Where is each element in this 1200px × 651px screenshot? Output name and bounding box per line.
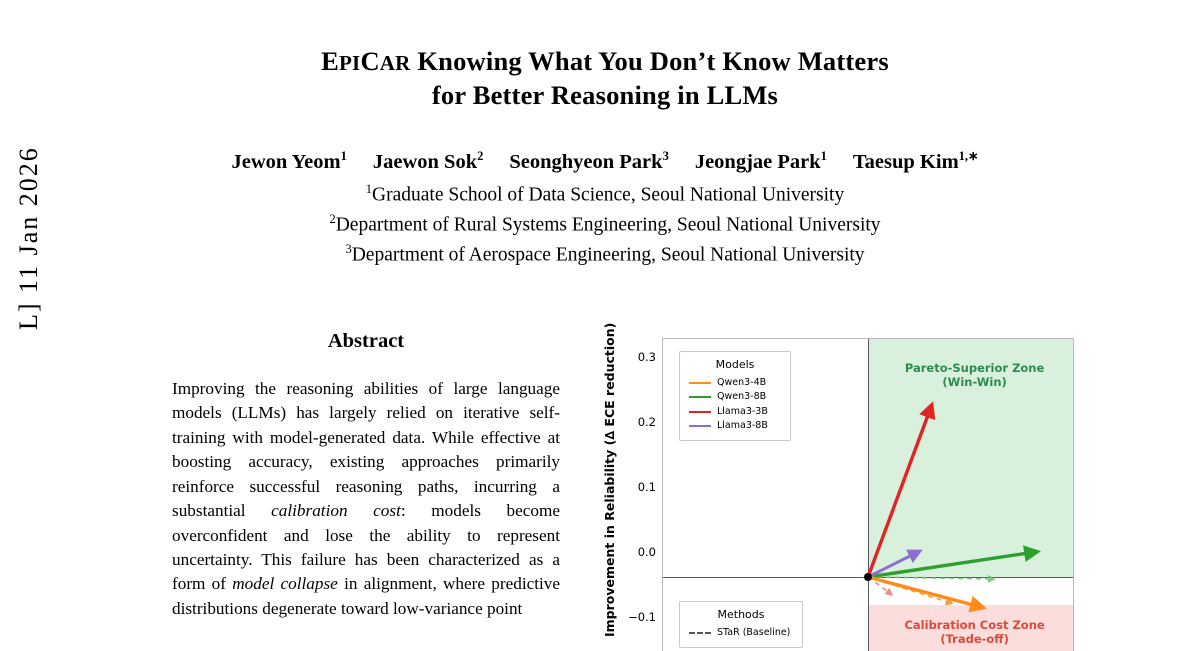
abstract-heading: Abstract xyxy=(327,330,405,352)
affiliation-text: Department of Rural Systems Engineering, Seoul National University xyxy=(335,214,881,236)
arxiv-stamp: L] 11 Jan 2026 xyxy=(14,146,43,330)
cost-zone-label-line1: Calibration Cost Zone xyxy=(904,618,1045,632)
affiliation-item xyxy=(140,180,1070,210)
legend-item xyxy=(689,405,781,419)
legend-swatch-icon xyxy=(689,632,711,634)
affiliation-item xyxy=(140,240,1070,270)
abstract-section xyxy=(172,330,560,621)
author-item xyxy=(231,149,346,174)
chart-y-tick: −0.1 xyxy=(628,610,656,624)
author-item xyxy=(853,148,979,174)
pareto-zone-label-line2: (Win-Win) xyxy=(942,375,1007,390)
cost-zone-label-line2: (Trade-off) xyxy=(940,632,1009,647)
legend-swatch-icon xyxy=(689,396,711,398)
page-title xyxy=(140,44,1070,113)
author-item xyxy=(509,149,668,174)
chart-y-tick: 0.2 xyxy=(637,415,656,429)
legend-item xyxy=(689,376,781,390)
author-name: Taesup Kim xyxy=(852,150,959,173)
chart-plot-area xyxy=(662,338,1074,651)
author-list xyxy=(140,148,1070,174)
chart-legend-methods xyxy=(679,601,803,648)
paper-title-shortname-pi: PI xyxy=(339,51,361,75)
chart-y-tick: 0.1 xyxy=(637,480,656,494)
chart-y-tick: 0.0 xyxy=(637,545,656,559)
chart-y-axis-label: Improvement in Reliability (∆ ECE reduction) xyxy=(602,322,617,638)
chart-legend-models xyxy=(679,351,791,441)
paper-title-shortname-ar: AR xyxy=(379,51,411,75)
legend-swatch-icon xyxy=(689,382,711,384)
paper-title-shortname-c: C xyxy=(360,46,380,76)
legend-item xyxy=(689,626,793,640)
affiliation-list xyxy=(140,180,1070,269)
vector-qwen3-4b xyxy=(868,577,981,607)
affiliation-item xyxy=(140,210,1070,240)
chart-origin-point xyxy=(864,573,872,581)
paper-title-rest: Knowing What You Don’t Know Matters xyxy=(410,46,889,76)
legend-item xyxy=(689,419,781,433)
author-item xyxy=(695,149,827,174)
legend-title: Models xyxy=(715,358,755,371)
affiliation-marker: 1 xyxy=(365,182,373,196)
paper-title-shortname: E xyxy=(321,46,340,76)
chart-y-tick: 0.3 xyxy=(637,350,656,364)
legend-label: Llama3-8B xyxy=(717,419,768,431)
vector-qwen3-8b-baseline xyxy=(868,577,993,579)
author-affil-marker: 1,∗ xyxy=(958,149,979,163)
author-name: Jeongjae Park xyxy=(694,150,821,173)
legend-label: Qwen3-4B xyxy=(717,377,767,388)
affiliation-marker: 2 xyxy=(329,211,336,226)
chart-y-ticks xyxy=(622,330,656,648)
paper-title-line2: for Better Reasoning in LLMs xyxy=(431,80,779,111)
legend-item xyxy=(689,390,781,404)
vector-llama3-3b xyxy=(868,407,931,577)
figure-pareto-plot xyxy=(600,322,1090,650)
legend-label: Qwen3-8B xyxy=(717,391,767,403)
abstract-text: Improving the reasoning abilities of large language models (LLMs) has largely relied on iterative self-training with model-generated data. While effective at boosting accuracy, existing approaches primarily reinforce successful reasoning paths, incurring a substantial calibration cost: models become overconfident and lose the ability to represent uncertainty. This failure has been characterized as a form of model collapse in alignment, where predictive distributions degenerate toward low-variance point xyxy=(172,379,560,618)
affiliation-marker: 3 xyxy=(345,241,352,256)
author-item xyxy=(373,149,483,174)
author-affil-marker: 1 xyxy=(820,149,827,163)
pareto-zone-label-line1: Pareto-Superior Zone xyxy=(904,361,1045,375)
author-name: Seonghyeon Park xyxy=(509,150,663,173)
affiliation-text: Graduate School of Data Science, Seoul National University xyxy=(372,184,845,206)
legend-swatch-icon xyxy=(689,425,711,427)
legend-swatch-icon xyxy=(689,411,711,413)
paper-title-line1 xyxy=(140,44,1070,78)
author-affil-marker: 1 xyxy=(340,149,347,163)
author-affil-marker: 3 xyxy=(662,149,669,163)
legend-title: Methods xyxy=(717,608,765,621)
author-affil-marker: 2 xyxy=(477,149,484,163)
author-name: Jaewon Sok xyxy=(372,150,478,173)
legend-label: Llama3-3B xyxy=(717,405,768,417)
affiliation-text: Department of Aerospace Engineering, Seoul National University xyxy=(351,244,865,266)
author-name: Jewon Yeom xyxy=(231,150,341,173)
legend-label: STaR (Baseline) xyxy=(717,627,791,638)
